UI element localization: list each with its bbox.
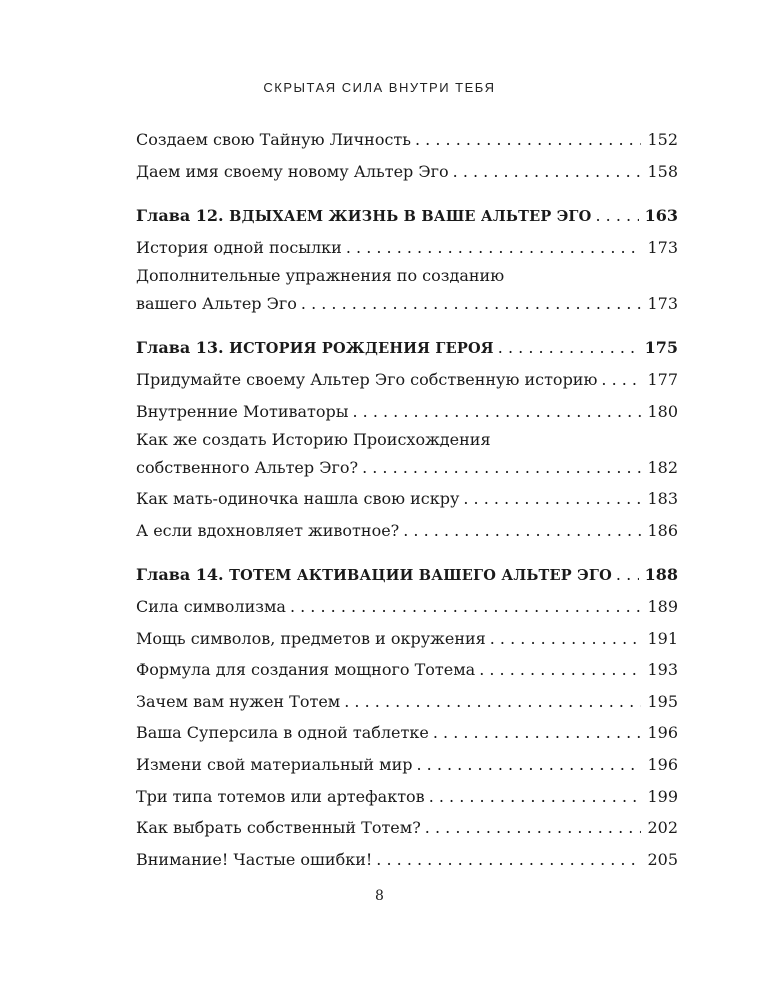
dot-leader [433,717,642,749]
entry-title: Три типа тотемов или артефактов [136,786,425,806]
dot-leader [595,200,638,232]
entry-title-line1: Как же создать Историю Происхождения [136,430,491,450]
toc-chapter [136,200,678,232]
toc-entry [136,781,678,813]
entry-page: 205 [647,849,678,869]
running-head: СКРЫТАЯ СИЛА ВНУТРИ ТЕБЯ [263,80,496,95]
entry-title: Измени свой материальный мир [136,754,413,774]
chapter-number: Глава 14. [136,565,224,585]
entry-title: Как выбрать собственный Тотем? [136,818,421,838]
entry-title: Как мать-одиночка нашла свою искру [136,489,460,509]
entry-title: Даем имя своему новому Альтер Эго [136,161,449,181]
dot-leader [601,364,641,396]
toc-entry [136,623,678,655]
toc-chapter [136,332,678,364]
chapter-name: ИСТОРИЯ РОЖДЕНИЯ ГЕРОЯ [229,340,494,358]
dot-leader [290,591,642,623]
entry-page: 158 [647,161,678,181]
toc-entry [136,427,678,483]
chapter-number: Глава 13. [136,338,224,358]
entry-page: 199 [647,786,678,806]
entry-page: 196 [647,754,678,774]
entry-page: 180 [647,401,678,421]
dot-leader [479,654,641,686]
toc-entry [136,591,678,623]
toc-entry [136,844,678,876]
entry-title: Сила символизма [136,596,286,616]
dot-leader [346,232,642,264]
entry-page: 188 [644,565,678,585]
toc-entry [136,654,678,686]
entry-page: 173 [647,294,678,314]
entry-title: Внимание! Частые ошибки! [136,849,373,869]
dot-leader [616,559,639,591]
entry-page: 182 [647,458,678,478]
entry-page: 195 [647,691,678,711]
dot-leader [429,781,642,813]
dot-leader [352,396,641,428]
toc-entry [136,686,678,718]
entry-title-line1: Дополнительные упражнения по созданию [136,266,505,286]
page-number: 8 [375,888,384,904]
toc-entry [136,156,678,188]
dot-leader [490,623,642,655]
entry-page: 196 [647,723,678,743]
toc-entry [136,749,678,781]
toc-entry [136,232,678,264]
dot-leader [416,749,641,781]
entry-page: 175 [644,338,678,358]
entry-page: 163 [644,206,678,226]
entry-title-line2: собственного Альтер Эго? [136,458,359,478]
toc-entry [136,483,678,515]
entry-title: Зачем вам нужен Тотем [136,691,341,711]
entry-title-line2: вашего Альтер Эго [136,294,297,314]
entry-page: 177 [647,369,678,389]
entry-page: 191 [647,628,678,648]
chapter-number: Глава 12. [136,206,224,226]
entry-page: 193 [647,660,678,680]
dot-leader [498,332,639,364]
entry-title: Придумайте своему Альтер Эго собственную историю [136,369,598,389]
dot-leader [453,156,642,188]
entry-title: Ваша Суперсила в одной таблетке [136,723,429,743]
toc-entry [136,364,678,396]
chapter-name: ТОТЕМ АКТИВАЦИИ ВАШЕГО АЛЬТЕР ЭГО [229,567,612,585]
entry-page: 173 [647,237,678,257]
toc-entry [136,263,678,319]
toc-entry [136,396,678,428]
toc-entry [136,717,678,749]
entry-page: 183 [647,489,678,509]
dot-leader [362,453,641,483]
toc-entry [136,812,678,844]
entry-title: Формула для создания мощного Тотема [136,660,476,680]
entry-page: 152 [647,130,678,149]
toc-chapter [136,559,678,591]
entry-title: Мощь символов, предметов и окружения [136,628,486,648]
dot-leader [376,844,641,876]
entry-title: А если вдохновляет животное? [136,520,400,540]
entry-title: Создаем свою Тайную Личность [136,130,411,149]
dot-leader [301,289,642,319]
entry-page: 202 [647,818,678,838]
entry-title: История одной посылки [136,237,342,257]
dot-leader [463,483,641,515]
entry-title: Внутренние Мотиваторы [136,401,349,421]
chapter-name: ВДЫХАЕМ ЖИЗНЬ В ВАШЕ АЛЬТЕР ЭГО [229,208,592,226]
toc-entry [136,124,678,156]
dot-leader [425,812,642,844]
entry-page: 186 [647,520,678,540]
toc-entry [136,515,678,547]
dot-leader [344,686,641,718]
table-of-contents [136,124,678,875]
dot-leader [415,124,641,156]
dot-leader [403,515,641,547]
entry-page: 189 [647,596,678,616]
